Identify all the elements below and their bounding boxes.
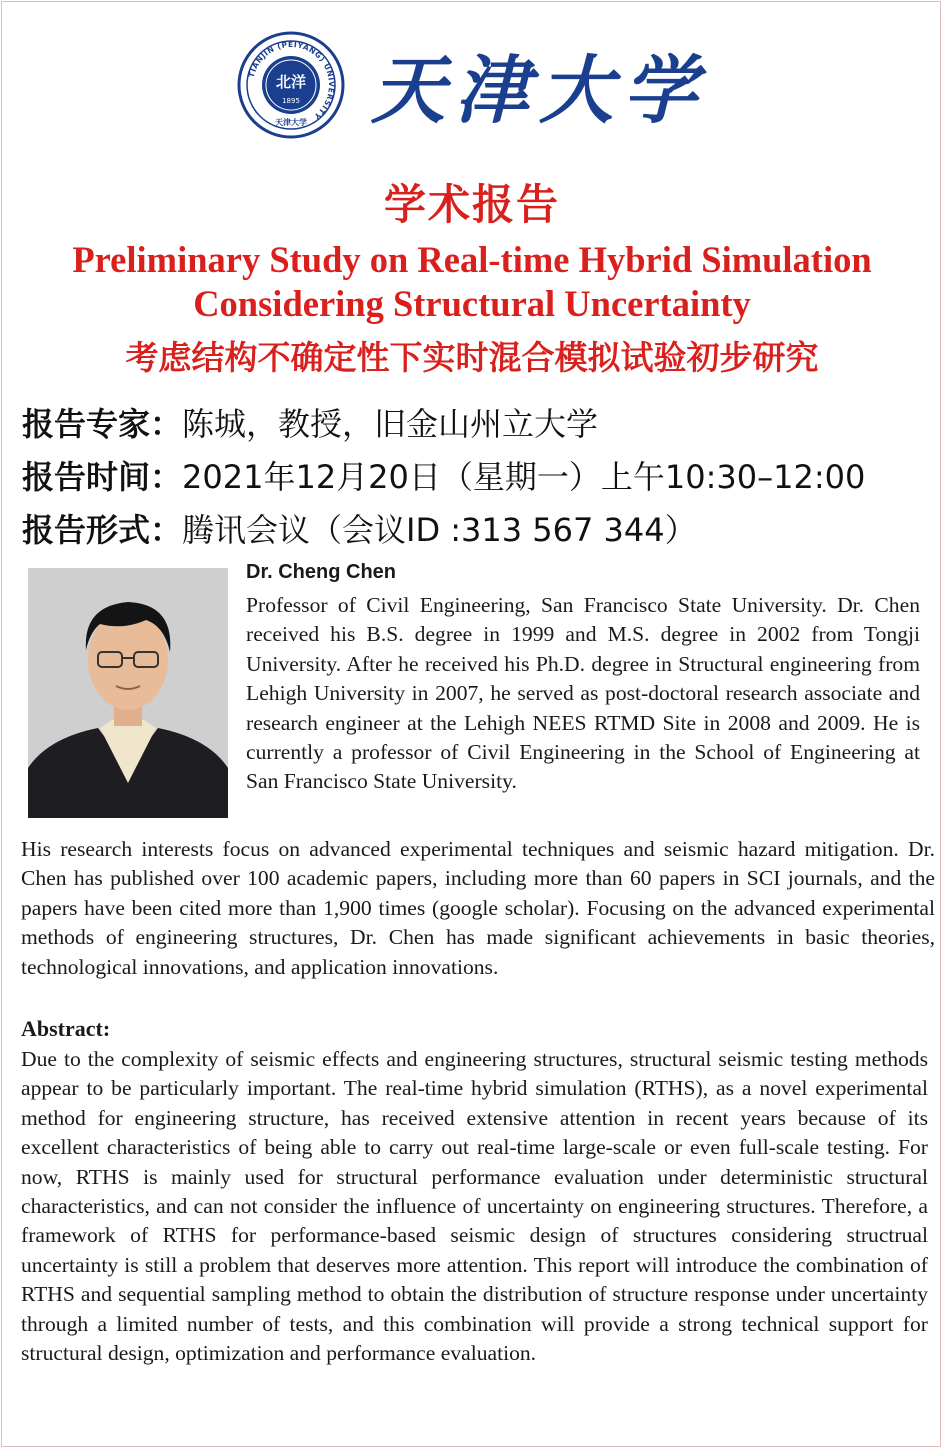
research-interests: His research interests focus on advanced experimental techniques and seismic hazard mitigation. Dr. Chen has published over 100 academic papers, including more than 60 papers in SCI journals, and the papers have been cited more than 1,900 times (google scholar). Focusing on the advanced experimental methods of engineering structures, Dr. Chen has made significant achievements in basic theories, technological innovations, and application innovations. [21,837,935,979]
report-type-title: 学术报告 [383,180,560,229]
info-speaker-value: 陈城，教授，旧金山州立大学 [182,405,599,443]
university-seal-logo [237,31,345,139]
chinese-title: 考虑结构不确定性下实时混合模拟试验初步研究 [125,338,819,377]
university-header [0,30,944,140]
info-time-value: 2021年12月20日（星期一）上午10:30–12:00 [182,458,866,496]
university-name: 天津大学 [371,48,707,134]
abstract-heading: Abstract: [21,1016,111,1041]
seal-center-text: 北洋 [275,73,307,91]
info-format [22,504,932,557]
speaker-photo [28,568,228,818]
info-speaker [22,398,932,451]
speaker-name: Dr. Cheng Chen [246,561,397,583]
speaker-bio: Professor of Civil Engineering, San Francisco State University. Dr. Chen received his B.S. degree in 1999 and M.S. degree in 2002 from Tongji University. After he received his Ph.D. degree in Structural engineering from Lehigh University in 2007, he served as post-doctoral research associate and research engineer at the Lehigh NEES RTMD Site in 2008 and 2009. He is currently a professor of Civil Engineering in the School of Engineering at San Francisco State University. [246,593,920,794]
speaker-portrait [28,568,228,818]
report-info [22,398,932,557]
english-title-line2: Considering Structural Uncertainty [193,283,751,324]
info-time-label: 报告时间： [22,458,183,496]
seal-ring-text: TIANJIN (PEIYANG) UNIVERSITY [246,39,337,122]
seal-bottom-text: 天津大学 [275,118,307,127]
info-speaker-label: 报告专家： [22,405,183,443]
seal-year: 1895 [282,97,300,105]
info-format-value: 腾讯会议（会议ID :313 567 344） [182,511,697,549]
english-title-line1: Preliminary Study on Real-time Hybrid Simulation [72,239,872,280]
abstract-body: Due to the complexity of seismic effects and engineering structures, structural seismic testing methods appear to be particularly important. The real-time hybrid simulation (RTHS), as a novel experimental method for engineering structure, has received extensive attention in recent years because of its excellent characteristics of being able to carry out real-time large-scale or even full-scale testing. For now, RTHS is mainly used for structural performance evaluation under deterministic structural characteristics, and can not consider the influence of uncertainty on engineering structures. Therefore, a framework of RTHS for performance-based seismic design of structures considering structrual uncertainty is still a problem that deserves more attention. This report will introduce the combination of RTHS and sequential sampling method to obtain the distribution of structure response under uncertainty through a limited number of tests, and this combination will provide a strong technical support for structural design, optimization and performance evaluation. [21,1047,928,1366]
info-time [22,451,932,504]
english-title [0,238,944,326]
info-format-label: 报告形式： [22,511,183,549]
